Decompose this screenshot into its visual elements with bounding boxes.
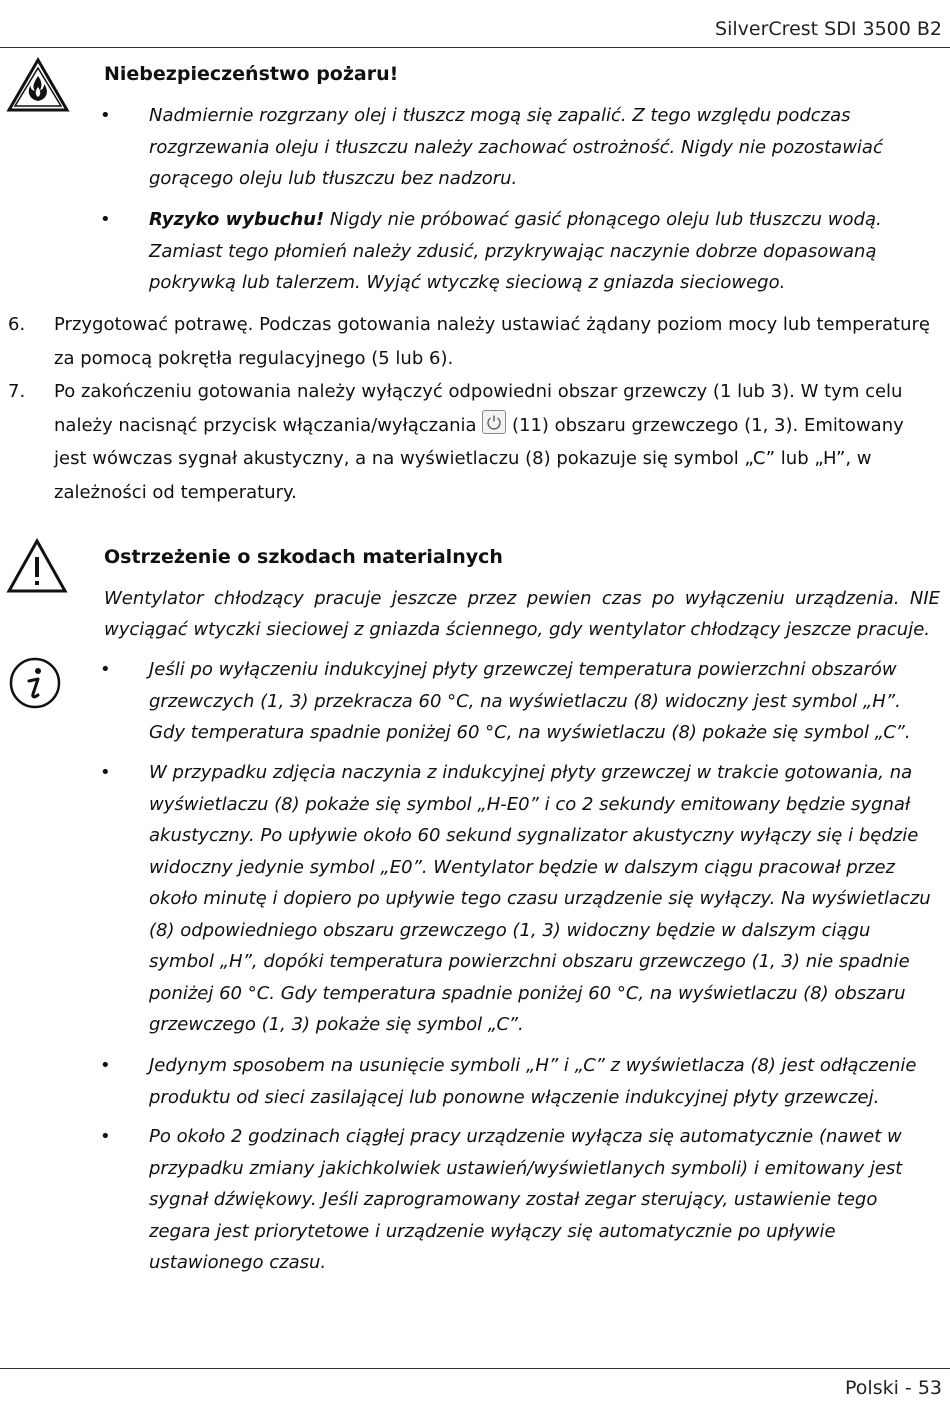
info-bullet-1: Jeśli po wyłączeniu indukcyjnej płyty grzewczej temperatura powierzchni obszarów grzewczych (1, 3) przekracza 60 °C, na wyświetlaczu (8) widoczny jest symbol „H”. Gdy temperatura spadnie poniżej 60 °C, na wyświetlaczu (8) pokaże się symbol „C”. [149, 659, 911, 743]
bullet-dot: • [100, 209, 111, 230]
page-header [0, 0, 950, 48]
step-number: 6. [8, 314, 26, 335]
fire-warning-icon [6, 57, 70, 117]
power-button-icon [482, 410, 506, 434]
fire-bullet-2-text: Nigdy nie próbować gasić płonącego oleju lub tłuszczu wodą. Zamiast tego płomień należy zdusić, przykrywając naczynie dobrze dopasowaną pokrywką lub talerzem. Wyjąć wtyczkę sieciową z gniazda sieciowego. [149, 209, 882, 293]
step-6-text: Przygotować potrawę. Podczas gotowania należy ustawiać żądany poziom mocy lub temperaturę za pomocą pokrętła regulacyjnego (5 lub 6). [54, 314, 930, 369]
info-bullet-3: Jedynym sposobem na usunięcie symboli „H” i „C” z wyświetlacza (8) jest odłączenie produktu od sieci zasilającej lub ponowne włączenie indukcyjnej płyty grzewczej. [149, 1055, 917, 1108]
page-footer [0, 1368, 950, 1402]
bullet-dot: • [100, 1126, 111, 1147]
warning-heading: Ostrzeżenie o szkodach materialnych [104, 546, 503, 568]
bullet-dot: • [100, 105, 111, 126]
step-7-text-a: Po zakończeniu gotowania należy wyłączyć odpowiedni obszar grzewczy (1 lub 3). W tym celu należy nacisnąć przycisk włączania/wyłączania [54, 381, 903, 436]
page-number: Polski - 53 [845, 1377, 942, 1399]
fire-heading: Niebezpieczeństwo pożaru! [104, 63, 399, 85]
bullet-dot: • [100, 762, 111, 783]
info-icon [8, 656, 62, 714]
warning-text: Wentylator chłodzący pracuje jeszcze przez pewien czas po wyłączeniu urządzenia. NIE wyciągać wtyczki sieciowej z gniazda ściennego, gdy wentylator chłodzący jeszcze pracuje. [104, 588, 940, 640]
bullet-dot: • [100, 659, 111, 680]
explosion-risk-label: Ryzyko wybuchu! [149, 209, 325, 230]
info-bullet-4: Po około 2 godzinach ciągłej pracy urządzenie wyłącza się automatycznie (nawet w przypadku zmiany jakichkolwiek ustawień/wyświetlanych symboli) i emitowany jest sygnał dźwiękowy. Jeśli zaprogramowany został zegar sterujący, ustawienie tego zegara jest priorytetowe i urządzenie wyłączy się automatycznie po upływie ustawionego czasu. [149, 1126, 903, 1273]
header-title: SilverCrest SDI 3500 B2 [715, 18, 942, 40]
step-number: 7. [8, 381, 26, 402]
step-7-text [54, 375, 934, 509]
info-bullet-2: W przypadku zdjęcia naczynia z indukcyjnej płyty grzewczej w trakcie gotowania, na wyświetlaczu (8) pokaże się symbol „H-E0” i co 2 sekundy emitowany będzie sygnał akustyczny. Po upływie około 60 sekund sygnalizator akustyczny wyłączy się i będzie widoczny jedynie symbol „E0”. Wentylator będzie w dalszym ciągu pracował przez około minutę i dopiero po upływie tego czasu urządzenie się wyłączy. Na wyświetlaczu (8) odpowiedniego obszaru grzewczego (1, 3) widoczny będzie w dalszym ciągu symbol „H”, dopóki temperatura powierzchni obszaru grzewczego (1, 3) nie spadnie poniżej 60 °C. Gdy temperatura spadnie poniżej 60 °C, na wyświetlaczu (8) obszaru grzewczego (1, 3) pokaże się symbol „C”. [149, 762, 931, 1035]
bullet-dot: • [100, 1055, 111, 1076]
fire-bullet-1: Nadmiernie rozgrzany olej i tłuszcz mogą się zapalić. Z tego względu podczas rozgrzewania oleju i tłuszczu należy zachować ostrożność. Nigdy nie pozostawiać gorącego oleju lub tłuszczu bez nadzoru. [149, 105, 883, 189]
fire-bullet-2 [149, 204, 939, 299]
step-7-text-b: (11) obszaru grzewczego (1, 3). Emitowany jest wówczas sygnał akustyczny, a na wyświetlaczu (8) pokazuje się symbol „C” lub „H”, w zależności od temperatury. [54, 414, 904, 503]
warning-triangle-icon [6, 538, 68, 598]
